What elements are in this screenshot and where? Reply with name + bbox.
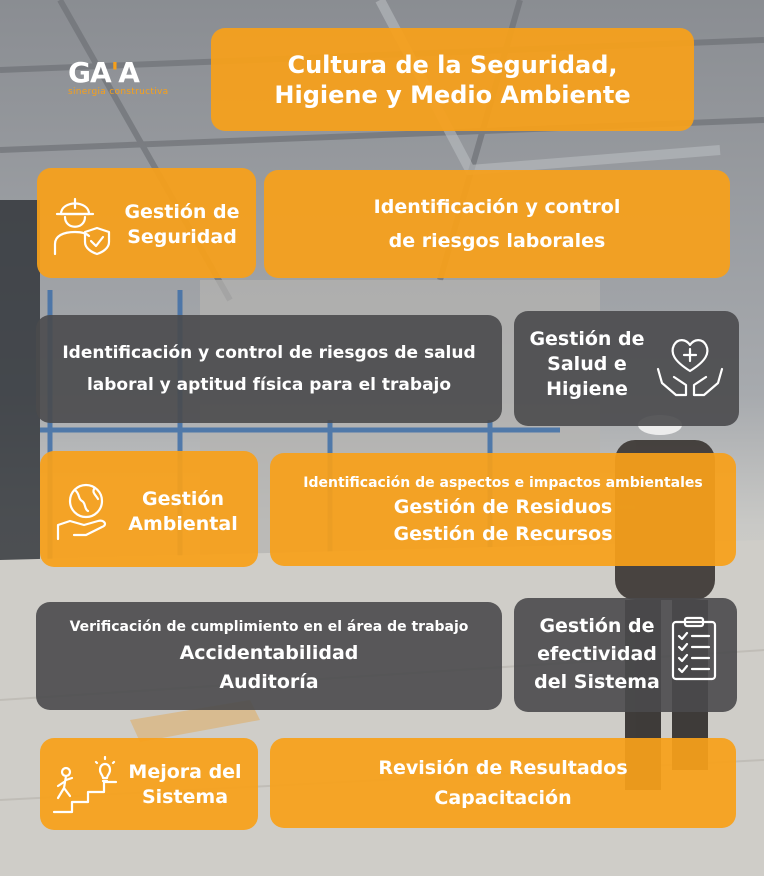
gaya-logo <box>68 56 168 97</box>
globe-hand-icon <box>54 481 114 541</box>
salud-desc-line2: laboral y aptitud física para el trabajo <box>86 375 452 395</box>
ambiental-desc-line1: Identificación de aspectos e impactos ambientales <box>303 474 703 491</box>
mejora-description-box <box>270 738 736 828</box>
salud-desc-line1: Identificación y control de riesgos de salud <box>62 343 476 363</box>
salud-description-box <box>36 315 502 423</box>
sistema-label-line2: efectividad <box>537 643 657 665</box>
page-title-line1: Cultura de la Seguridad, <box>287 50 618 79</box>
mejora-desc-line1: Revisión de Resultados <box>378 757 628 779</box>
salud-label-box <box>514 311 739 426</box>
seguridad-label-line2: Seguridad <box>127 226 237 248</box>
sistema-description-box <box>36 602 502 710</box>
logo-wordmark: GA'A <box>68 56 139 89</box>
sistema-label-line1: Gestión de <box>539 615 655 637</box>
salud-label-line1: Gestión de <box>529 328 645 350</box>
salud-label-line3: Higiene <box>546 378 628 400</box>
seguridad-description-box <box>264 170 730 278</box>
ambiental-label-box <box>40 451 258 567</box>
seguridad-label-box <box>37 168 256 278</box>
logo-tagline: sinergia constructiva <box>68 87 169 97</box>
hands-heart-icon <box>654 333 726 403</box>
salud-label-line2: Salud e <box>547 353 627 375</box>
checklist-icon <box>670 616 718 682</box>
mejora-label-line1: Mejora del <box>128 761 242 783</box>
mejora-label-box <box>40 738 258 830</box>
ambiental-desc-line2: Gestión de Residuos <box>393 495 613 518</box>
sistema-desc-line2: Accidentabilidad <box>179 642 359 664</box>
seguridad-desc-line2: de riesgos laborales <box>388 230 606 252</box>
sistema-desc-line3: Auditoría <box>219 671 319 693</box>
ambiental-desc-line3: Gestión de Recursos <box>393 522 613 545</box>
ambiental-label-line2: Ambiental <box>128 513 238 535</box>
page-title-line2: Higiene y Medio Ambiente <box>274 80 631 109</box>
sistema-desc-line1: Verificación de cumplimiento en el área de trabajo <box>69 619 469 635</box>
mejora-desc-line2: Capacitación <box>434 787 572 809</box>
sistema-label-line3: del Sistema <box>534 671 660 693</box>
stairs-lightbulb-icon <box>52 756 118 816</box>
sistema-label-box <box>514 598 737 712</box>
ambiental-label-line1: Gestión <box>142 488 224 510</box>
mejora-label-line2: Sistema <box>141 786 229 808</box>
ambiental-description-box <box>270 453 736 566</box>
seguridad-label-line1: Gestión de <box>124 201 240 223</box>
header-title-box <box>211 28 694 131</box>
seguridad-desc-line1: Identificación y control <box>373 196 621 218</box>
worker-shield-icon <box>51 190 113 256</box>
